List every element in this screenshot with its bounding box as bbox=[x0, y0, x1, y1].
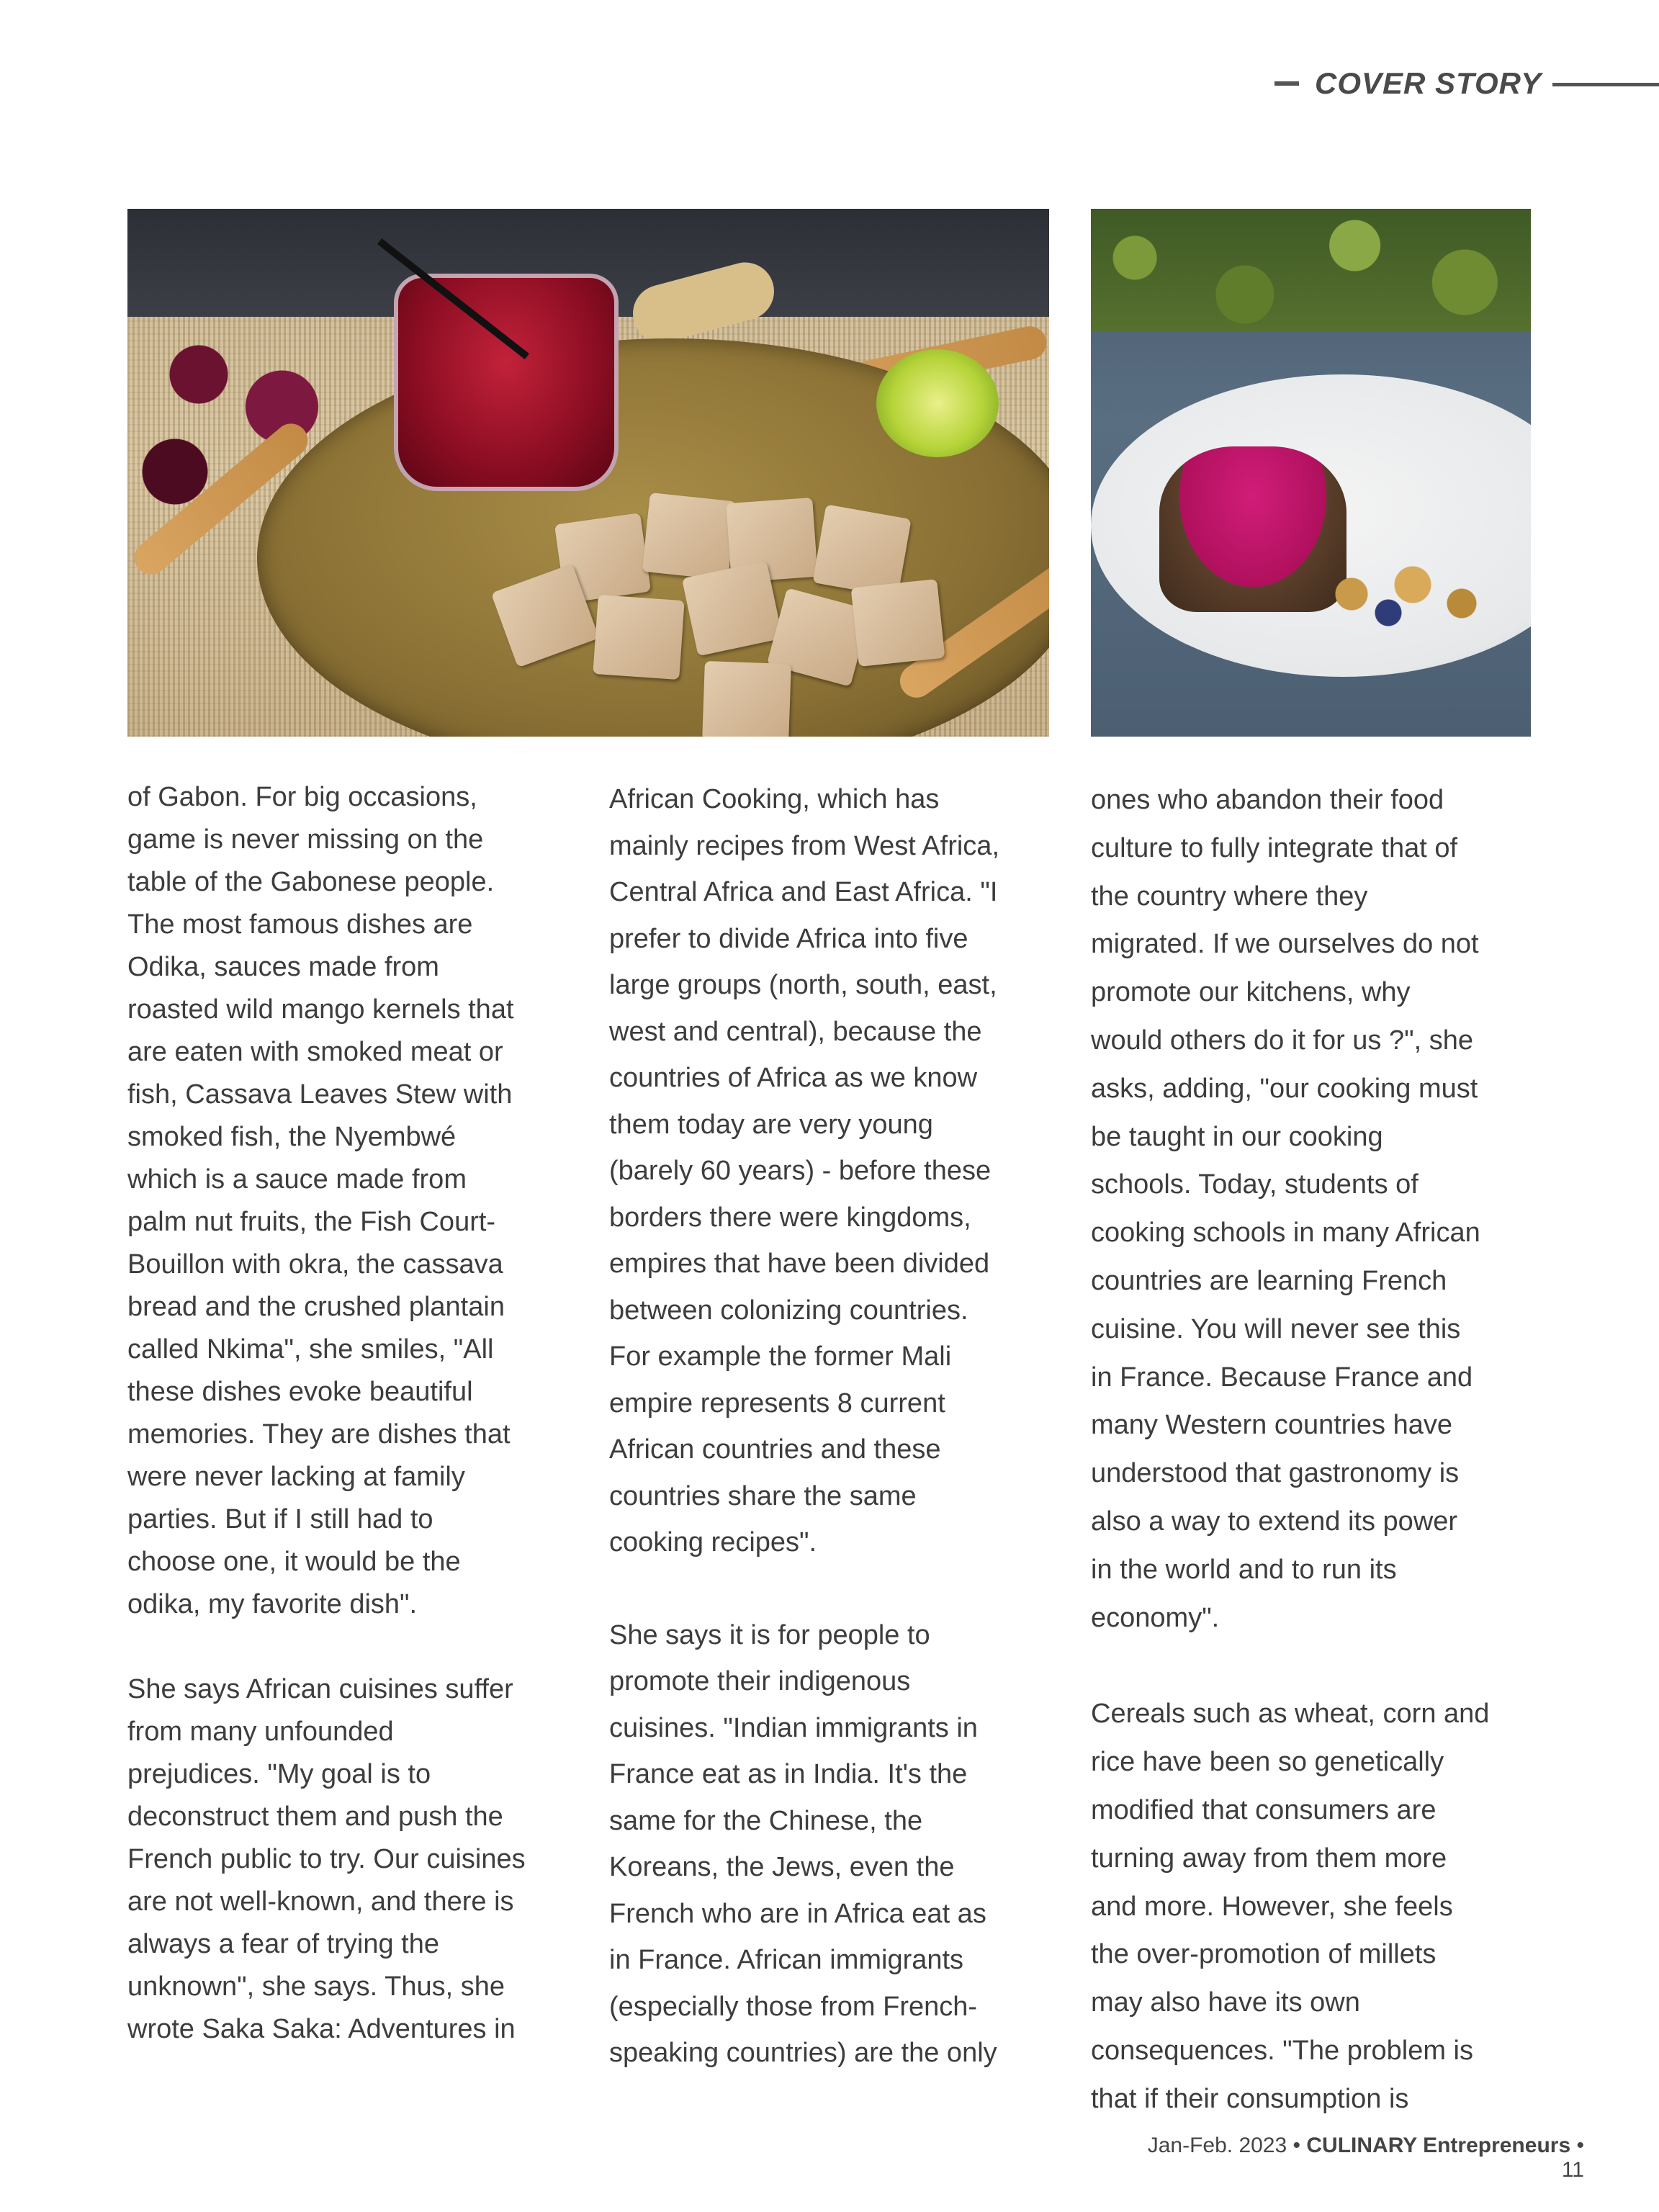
cracker bbox=[593, 595, 684, 680]
paragraph: of Gabon. For big occasions, game is never missing on the table of the Gabonese people. The most famous dishes are Odika, sauces made from roasted wild mango kernels that are eaten with smoked meat or fish, Cassava Leaves Stew with smoked fish, the Nyembwé which is a sauce made from palm nut fruits, the Fish Court- Bouillon with okra, the cassava bread and the crushed plantain called Nkima", she smiles, "All these dishes evoke beautiful memories. They are dishes that were never lacking at family parties. But if I still had to choose one, it would be the odika, my favorite dish". bbox=[127, 782, 514, 1619]
paragraph: Cereals such as wheat, corn and rice have been so genetically modified that consumers are turning away from them more and more. However, she feels the over-promotion of millets may also have its own consequences. "The problem is that if their consumption is bbox=[1091, 1699, 1490, 2114]
cracker bbox=[851, 579, 945, 667]
lime-half bbox=[876, 349, 999, 457]
issue-date: Jan-Feb. 2023 bbox=[1147, 2134, 1287, 2157]
page-footer bbox=[1123, 2134, 1584, 2182]
section-header bbox=[1274, 66, 1542, 101]
text-column-1 bbox=[127, 776, 581, 2051]
cracker bbox=[642, 493, 737, 580]
publication-name: CULINARY Entrepreneurs bbox=[1306, 2134, 1571, 2157]
cake-pink-glaze-photo bbox=[1091, 209, 1531, 737]
bullet-separator: • bbox=[1292, 2134, 1301, 2157]
header-dash bbox=[1274, 81, 1299, 86]
page-number: 11 bbox=[1561, 2158, 1584, 2182]
header-rule bbox=[1552, 83, 1659, 86]
bullet-separator: • bbox=[1576, 2134, 1584, 2157]
text-column-3 bbox=[1091, 776, 1545, 2123]
paragraph: African Cooking, which has mainly recipes from West Africa, Central Africa and East Africa. "I prefer to divide Africa into five large groups (north, south, east, west and central), because the countries of Africa as we know them today are very young (barely 60 years) - before these borders there were kingdoms, empires that have been divided between colonizing countries. For example the former Mali empire represents 8 current African countries and these countries share the same cooking recipes". bbox=[609, 784, 1000, 1557]
paragraph: She says it is for people to promote their indigenous cuisines. "Indian immigrants in France eat as in India. It's the same for the Chinese, the Koreans, the Jews, even the French who are in Africa eat as in France. African immigrants (especially those from French- speaking countries) are the only bbox=[609, 1619, 997, 2068]
text-column-2 bbox=[609, 776, 1063, 2077]
granola-berries bbox=[1278, 547, 1523, 641]
paragraph: ones who abandon their food culture to fully integrate that of the country where they migrated. If we ourselves do not promote our kitchens, why would others do it for us ?", she asks, adding, "our cooking must be taught in our cooking schools. Today, students of cooking schools in many African countries are learning French cuisine. You will never see this in France. Because France and many Western countries have understood that gastronomy is also a way to extend its power in the world and to run its economy". bbox=[1091, 785, 1480, 1633]
cracker bbox=[702, 661, 791, 737]
hibiscus-drink-crackers-photo bbox=[127, 209, 1049, 737]
section-label: COVER STORY bbox=[1315, 66, 1542, 100]
hibiscus-drink-glass bbox=[394, 274, 619, 491]
paragraph: She says African cuisines suffer from many unfounded prejudices. "My goal is to deconstruct them and push the French public to try. Our cuisines are not well-known, and there is always a fear of trying the unknown", she says. Thus, she wrote Saka Saka: Adventures in bbox=[127, 1674, 526, 2044]
background-greenery bbox=[1091, 209, 1531, 331]
